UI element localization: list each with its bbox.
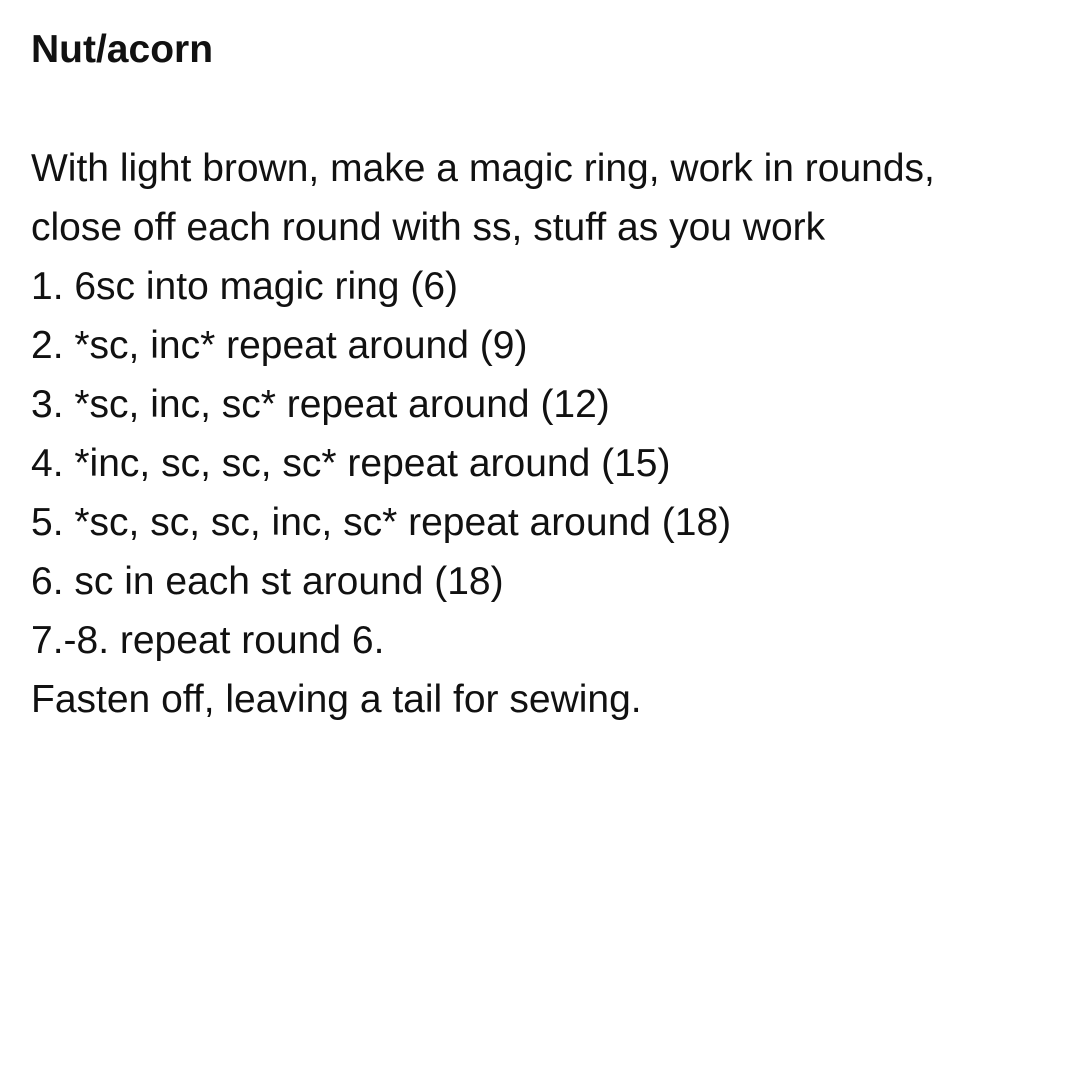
intro-line-2: close off each round with ss, stuff as you work [31,206,826,249]
round-2: 2. *sc, inc* repeat around (9) [31,324,528,367]
round-3: 3. *sc, inc, sc* repeat around (12) [31,383,610,426]
round-7-8: 7.-8. repeat round 6. [31,619,385,662]
intro-line-1: With light brown, make a magic ring, work in rounds, [31,147,935,190]
round-4: 4. *inc, sc, sc, sc* repeat around (15) [31,442,671,485]
pattern-title: Nut/acorn [31,28,214,71]
closing-line: Fasten off, leaving a tail for sewing. [31,678,642,721]
pattern-body [31,139,1061,729]
round-6: 6. sc in each st around (18) [31,560,504,603]
round-5: 5. *sc, sc, sc, inc, sc* repeat around (18) [31,501,732,544]
round-1: 1. 6sc into magic ring (6) [31,265,459,308]
